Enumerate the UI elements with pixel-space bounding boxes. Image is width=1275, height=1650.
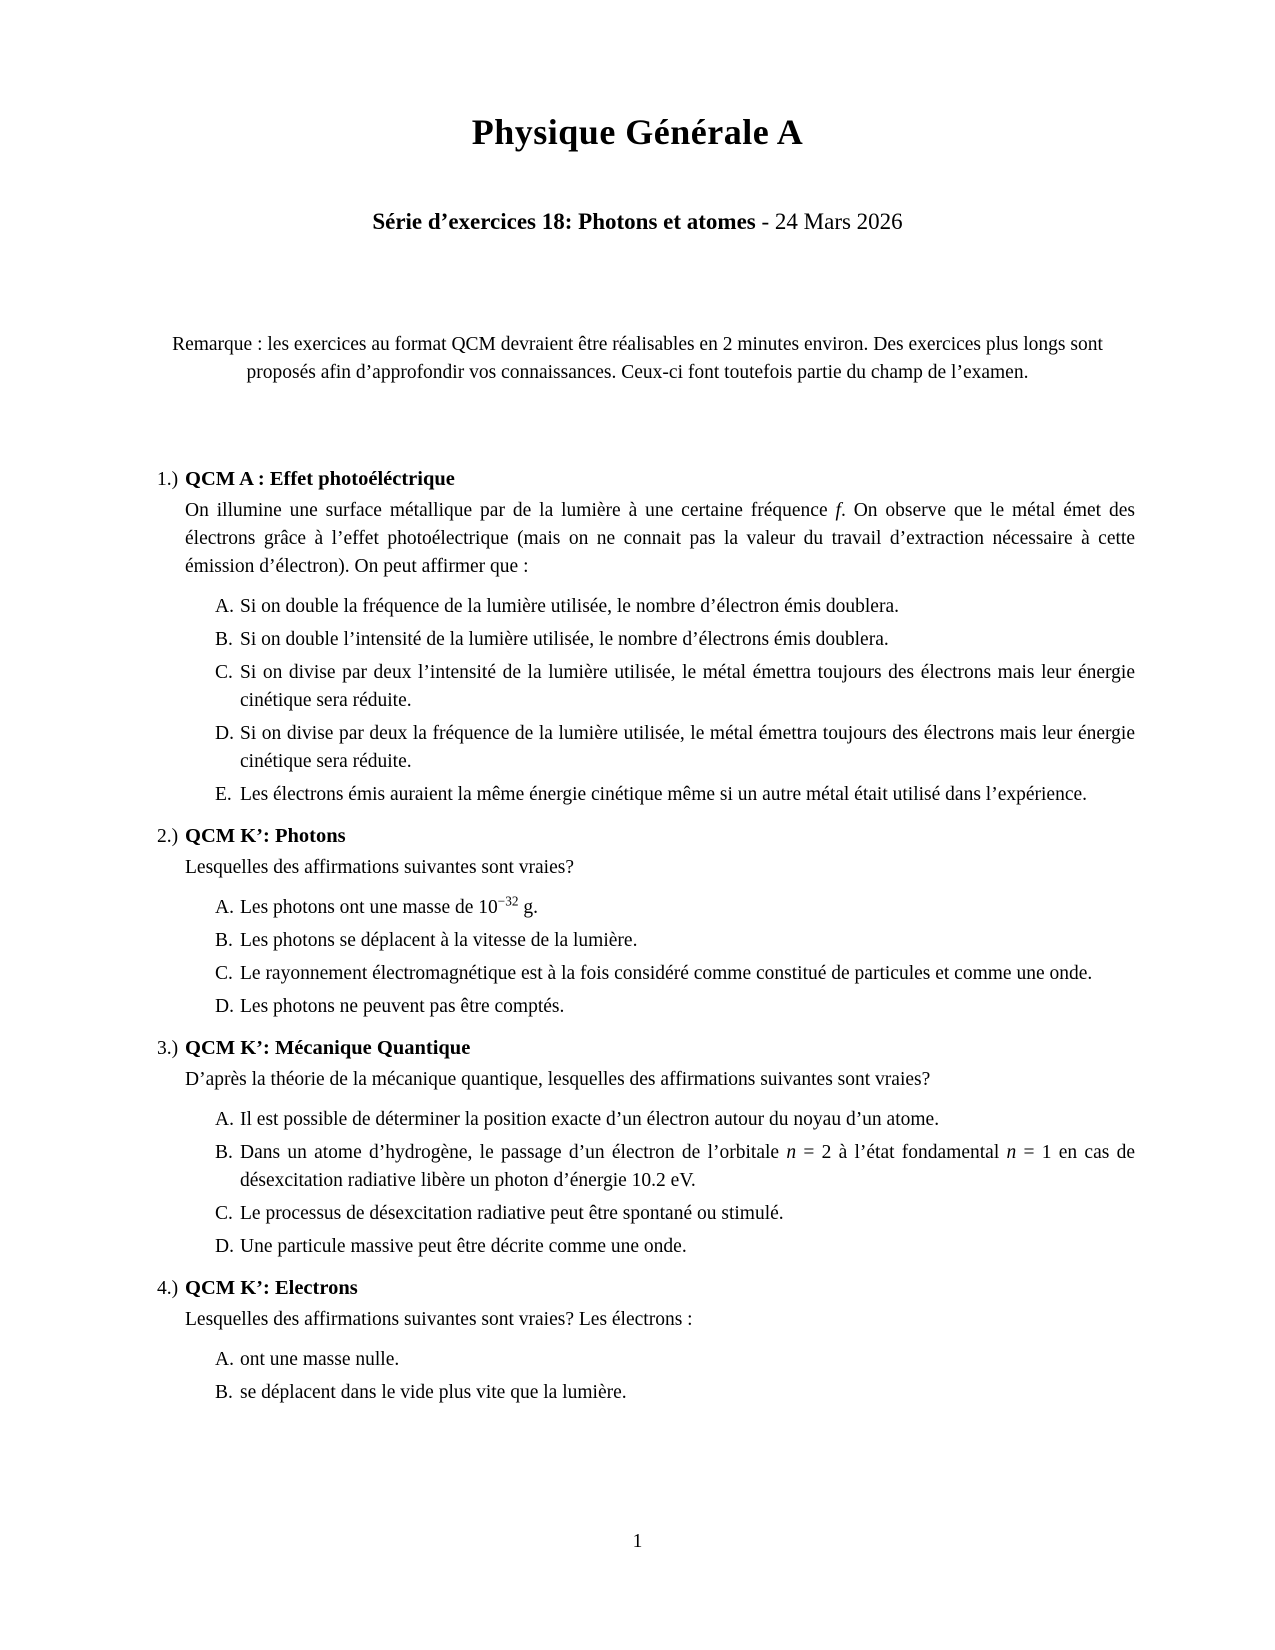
question-body	[185, 1274, 1135, 1407]
option-text	[240, 960, 1135, 988]
option-row	[185, 1379, 1135, 1407]
text-segment: Lesquelles des affirmations suivantes sont vraies? Les électrons :	[185, 1309, 693, 1330]
options-list	[185, 1346, 1135, 1407]
option-row	[185, 1106, 1135, 1134]
question-number: 3.)	[157, 1038, 179, 1059]
option-text	[240, 1139, 1135, 1195]
series-date: - 24 Mars 2026	[755, 209, 903, 234]
text-segment: D’après la théorie de la mécanique quantique, lesquelles des affirmations suivantes sont vraies?	[185, 1069, 931, 1090]
question-intro	[185, 854, 1135, 882]
option-text	[240, 1200, 1135, 1228]
question-number: 4.)	[157, 1278, 179, 1299]
text-segment: Si on double l’intensité de la lumière utilisée, le nombre d’électrons émis doublera.	[240, 629, 889, 650]
question-title: QCM K’: Photons	[185, 825, 346, 847]
text-segment: Dans un atome d’hydrogène, le passage d’un électron de l’orbitale	[240, 1142, 787, 1163]
option-row	[185, 659, 1135, 715]
option-label: C.	[215, 963, 233, 984]
document-subtitle	[140, 208, 1135, 236]
text-segment: Il est possible de déterminer la position exacte d’un électron autour du noyau d’un atome.	[240, 1109, 940, 1130]
text-segment: Les photons ne peuvent pas être comptés.	[240, 996, 565, 1017]
remark-paragraph: Remarque : les exercices au format QCM devraient être réalisables en 2 minutes environ. Des exercices plus longs sont proposés afin d’approfondir vos connaissances. Ceux-ci font toutefois partie du champ de l’examen.	[172, 334, 1103, 383]
option-row	[185, 1200, 1135, 1228]
option-row	[185, 1139, 1135, 1195]
option-row	[185, 781, 1135, 809]
option-row	[185, 626, 1135, 654]
option-row	[185, 1233, 1135, 1261]
option-label: D.	[215, 996, 234, 1017]
option-row	[185, 993, 1135, 1021]
option-row	[185, 1346, 1135, 1374]
question	[140, 1274, 1135, 1407]
questions-list	[140, 465, 1135, 1407]
option-text	[240, 626, 1135, 654]
option-text	[240, 894, 1135, 922]
question-intro	[185, 1306, 1135, 1334]
options-list	[185, 894, 1135, 1021]
option-row	[185, 720, 1135, 776]
option-label: B.	[215, 930, 233, 951]
text-segment: ont une masse nulle.	[240, 1349, 400, 1370]
text-segment: Les photons se déplacent à la vitesse de la lumière.	[240, 930, 638, 951]
text-segment: = 1 en cas de désexcitation radiative libère un photon d’énergie 10.2 eV.	[240, 1142, 1135, 1191]
option-row	[185, 593, 1135, 621]
text-segment: On illumine une surface métallique par de la lumière à une certaine fréquence	[185, 500, 836, 521]
question-intro	[185, 1066, 1135, 1094]
question-body	[185, 822, 1135, 1021]
text-segment: . On observe que le métal émet des électrons grâce à l’effet photoélectrique (mais on ne connait pas la valeur du travail d’extraction nécessaire à cette émission d’électron). On peut affirmer que :	[185, 500, 1135, 577]
question-title: QCM K’: Mécanique Quantique	[185, 1037, 471, 1059]
option-label: A.	[215, 1109, 234, 1130]
option-label: C.	[215, 1203, 233, 1224]
option-text	[240, 1379, 1135, 1407]
text-segment: g.	[518, 897, 539, 918]
page-footer	[0, 1528, 1275, 1556]
question-number: 2.)	[157, 826, 179, 847]
option-text	[240, 1233, 1135, 1261]
text-segment: Lesquelles des affirmations suivantes sont vraies?	[185, 857, 575, 878]
math-symbol: f	[835, 500, 841, 521]
option-text	[240, 720, 1135, 776]
option-label: D.	[215, 1236, 234, 1257]
question	[140, 465, 1135, 809]
option-label: B.	[215, 1382, 233, 1403]
text-segment: Une particule massive peut être décrite comme une onde.	[240, 1236, 687, 1257]
question-title: QCM K’: Electrons	[185, 1277, 358, 1299]
text-segment: Le processus de désexcitation radiative peut être spontané ou stimulé.	[240, 1203, 784, 1224]
document-title: Physique Générale A	[471, 112, 804, 152]
text-segment: se déplacent dans le vide plus vite que la lumière.	[240, 1382, 627, 1403]
option-label: E.	[215, 784, 232, 805]
option-text	[240, 1106, 1135, 1134]
option-text	[240, 993, 1135, 1021]
option-label: B.	[215, 1142, 233, 1163]
option-label: D.	[215, 723, 234, 744]
question-body	[185, 465, 1135, 809]
option-row	[185, 927, 1135, 955]
text-segment: = 2 à l’état fondamental	[796, 1142, 1007, 1163]
option-text	[240, 593, 1135, 621]
option-label: A.	[215, 596, 234, 617]
question	[140, 822, 1135, 1021]
options-list	[185, 593, 1135, 809]
text-segment: Si on double la fréquence de la lumière utilisée, le nombre d’électron émis doublera.	[240, 596, 899, 617]
option-text	[240, 927, 1135, 955]
series-title: Série d’exercices 18: Photons et atomes	[372, 209, 756, 234]
text-segment: Les photons ont une masse de 10	[240, 897, 498, 918]
option-label: C.	[215, 662, 233, 683]
option-label: B.	[215, 629, 233, 650]
options-list	[185, 1106, 1135, 1261]
question-title: QCM A : Effet photoéléctrique	[185, 468, 455, 490]
question	[140, 1034, 1135, 1261]
text-segment: Les électrons émis auraient la même énergie cinétique même si un autre métal était utilisé dans l’expérience.	[240, 784, 1088, 805]
question-intro	[185, 497, 1135, 581]
option-row	[185, 960, 1135, 988]
text-segment: Si on divise par deux la fréquence de la lumière utilisée, le métal émettra toujours des électrons mais leur énergie cinétique sera réduite.	[240, 723, 1135, 772]
page-number: 1	[632, 1531, 643, 1552]
option-text	[240, 659, 1135, 715]
math-symbol: n	[1006, 1142, 1017, 1163]
document-header	[140, 113, 1135, 236]
option-label: A.	[215, 1349, 234, 1370]
math-symbol: n	[786, 1142, 797, 1163]
question-body	[185, 1034, 1135, 1261]
superscript: −32	[497, 893, 519, 909]
text-segment: Le rayonnement électromagnétique est à la fois considéré comme constitué de particules et comme une onde.	[240, 963, 1093, 984]
question-number: 1.)	[157, 469, 179, 490]
option-text	[240, 1346, 1135, 1374]
option-row	[185, 894, 1135, 922]
text-segment: Si on divise par deux l’intensité de la lumière utilisée, le métal émettra toujours des électrons mais leur énergie cinétique sera réduite.	[240, 662, 1135, 711]
option-label: A.	[215, 897, 234, 918]
option-text	[240, 781, 1135, 809]
